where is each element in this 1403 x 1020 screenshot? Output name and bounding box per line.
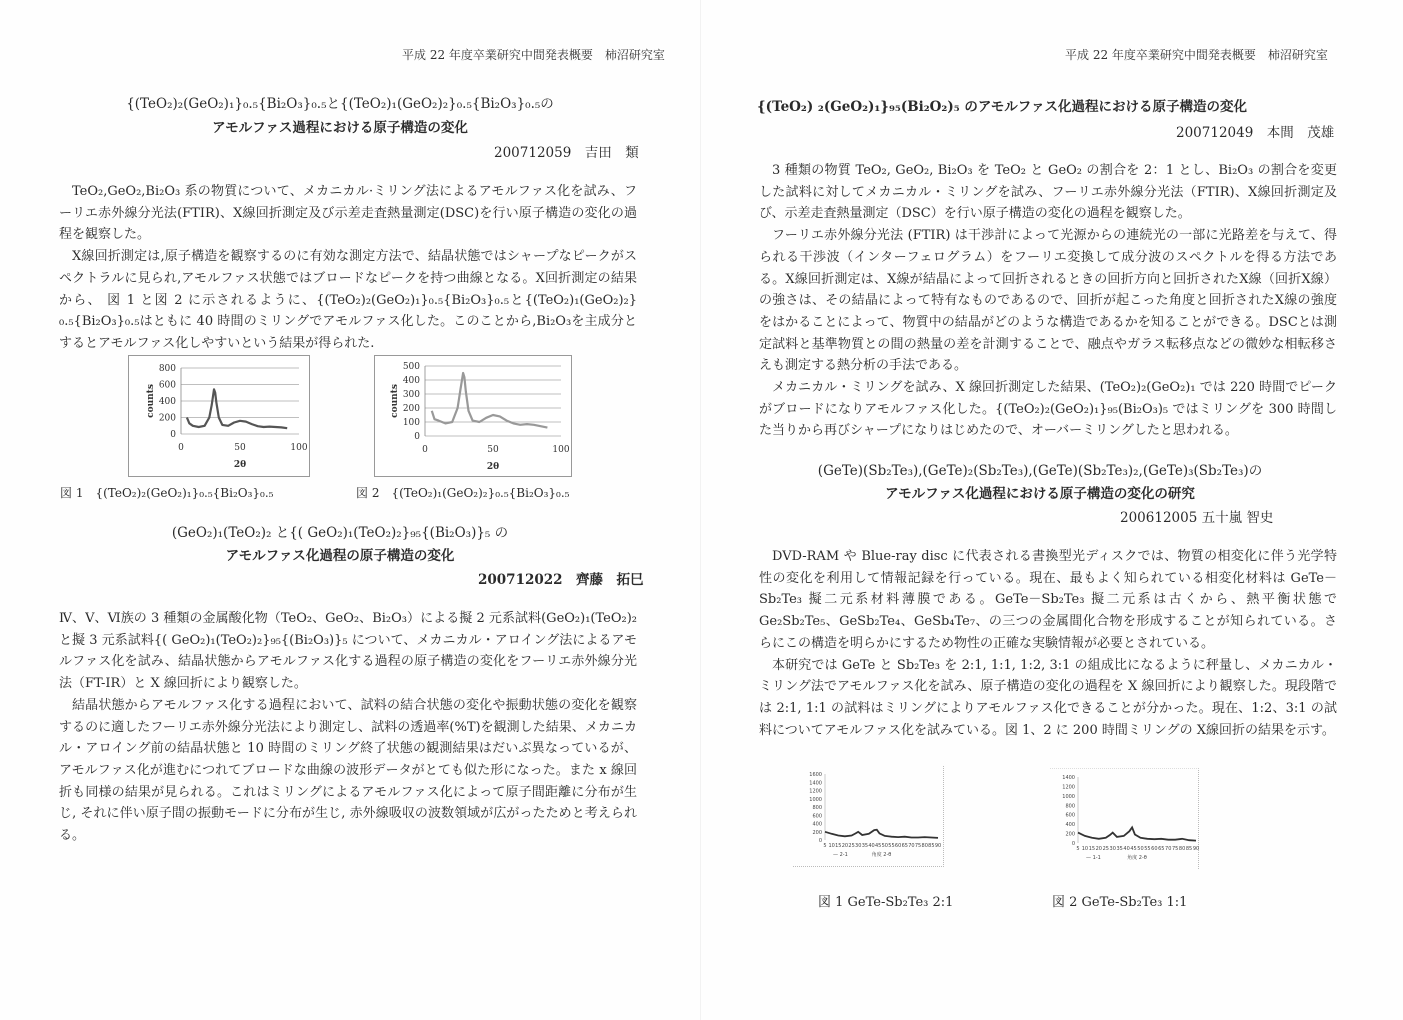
y-tick-label: 200 bbox=[402, 404, 420, 414]
data-series-line bbox=[432, 373, 548, 428]
x-tick-label: 100 bbox=[552, 445, 570, 455]
y-tick-label: 0 bbox=[170, 430, 176, 440]
article3-body bbox=[759, 160, 1337, 442]
x-tick-label: 70 bbox=[908, 843, 915, 849]
article3-paragraph: 3 種類の物質 TeO₂, GeO₂, Bi₂O₃ を TeO₂ と GeO₂ の割合を 2：1 とし、Bi₂O₃ の割合を変更した試料に対してメカニカル・ミリングを試み、フーリエ赤外線分光法（FTIR)、X線回折測定及び、示差走査熱量測定（DSC）を行い原子構造の変化の過程を観察した。 bbox=[759, 163, 1337, 222]
figure2-chart bbox=[374, 355, 572, 477]
article4-paragraph: 本研究では GeTe と Sb₂Te₃ を 2:1, 1:1, 1:2, 3:1 の組成比になるように秤量し、メカニカル・ミリング法でアモルファス化を試み、原子構造の変化の過程を X 線回折により観察した。現段階では 2:1, 1:1 の試料はミリングによりアモルファス化できることが分かった。現在、1:2、3:1 の試料についてアモルファス化を試みている。図 1、2 に 200 時間ミリングの X線回折の結果を示す。 bbox=[759, 657, 1337, 738]
x-tick-label: 0 bbox=[422, 445, 428, 455]
article3-paragraph: フーリエ赤外線分光法 (FTIR) は干渉計によって光源からの連続光の一部に光路差を与えて、得られる干渉波（インターフェログラム）をフーリエ変換して成分波のスペクトルを得る方法である。X線回折測定は、X線が結晶によって回折されるときの回折方向と回折されたX線（回折X線）の強さは、その結晶によって特有なものであるので、回折が起こった角度と回折されたX線の強度をはかることによって、物質中の結晶がどのような構造であるかを知ることができる。DSCとは測定試料と基準物質との間の熱量の差を計測することで、融点やガラス転移点などの微妙な相転移さえも測定する熱分析の手法である。 bbox=[759, 228, 1337, 374]
y-tick-label: 800 bbox=[1065, 803, 1075, 810]
article2-title-line2: アモルファス化過程の原子構造の変化 bbox=[225, 548, 455, 564]
x-tick-label: 85 bbox=[1185, 846, 1193, 852]
y-tick-label: 0 bbox=[818, 838, 822, 844]
article1-paragraph: X線回折測定は,原子構造を観察するのに有効な測定方法で、結晶状態ではシャープなピークがスペクトラルに見られ,アモルファス状態ではブロードなピークを持つ曲線となる。X回折測定の結果から、 図 1 と図 2 に示されるように、{(TeO₂)₂(GeO₂)₁}₀.₅{Bi₂O₃}₀.₅と{(TeO₂)₁(GeO₂)₂}₀.₅{Bi₂O₃}₀.₅はともに 40 時間のミリングでアモルファス化した。このことから,Bi₂O₃を主成分とするとアモルファス化しやすいという結果が得られた. bbox=[59, 249, 637, 351]
x-tick-label: 45 bbox=[874, 843, 882, 849]
article2-title-line1: (GeO₂)₁(TeO₂)₂ と{( GeO₂)₁(TeO₂)₂}₉₅{(Bi₂O₃)}₅ の bbox=[171, 525, 509, 541]
x-tick-label: 75 bbox=[1171, 846, 1179, 852]
y-tick-label: 400 bbox=[402, 376, 420, 386]
x-tick-label: 5 bbox=[1076, 846, 1080, 852]
y-tick-label: 200 bbox=[1065, 831, 1075, 838]
y-tick-label: 1400 bbox=[1062, 775, 1075, 781]
figure1-chart bbox=[128, 355, 310, 477]
x-tick-label: 50 bbox=[234, 443, 246, 453]
y-tick-label: 200 bbox=[158, 413, 176, 424]
right-page-header: 平成 22 年度卒業研究中間発表概要 柿沼研究室 bbox=[1065, 48, 1328, 62]
x-tick-label: 90 bbox=[1192, 846, 1200, 852]
y-tick-label: 600 bbox=[812, 813, 822, 820]
article1-title-line2: アモルファス過程における原子構造の変化 bbox=[212, 120, 468, 136]
x-tick-label: 65 bbox=[901, 843, 908, 849]
figure3-chart bbox=[793, 766, 944, 867]
x-tick-label: 20 bbox=[1095, 846, 1103, 852]
article3-author: 200712049 本間 茂雄 bbox=[1176, 125, 1335, 141]
article2-body bbox=[59, 608, 637, 847]
y-tick-label: 800 bbox=[812, 805, 822, 811]
x-tick-label: 55 bbox=[888, 843, 895, 849]
figure3-caption: 図 1 GeTe-Sb₂Te₃ 2:1 bbox=[818, 895, 954, 910]
x-tick-label: 80 bbox=[921, 843, 928, 849]
left-page-header: 平成 22 年度卒業研究中間発表概要 柿沼研究室 bbox=[402, 48, 665, 62]
x-tick-label: 0 bbox=[178, 443, 184, 453]
x-tick-label: 60 bbox=[1151, 846, 1158, 852]
x-tick-label: 25 bbox=[1102, 846, 1109, 852]
x-tick-label: 100 bbox=[290, 443, 308, 453]
legend-entry: — 2-1 bbox=[833, 852, 848, 858]
y-tick-label: 600 bbox=[158, 380, 176, 391]
x-tick-label: 70 bbox=[1165, 846, 1172, 852]
y-tick-label: 500 bbox=[402, 362, 420, 372]
x-tick-label: 55 bbox=[1144, 846, 1151, 852]
x-tick-label: 25 bbox=[848, 843, 855, 849]
y-tick-label: 400 bbox=[812, 821, 822, 828]
y-tick-label: 0 bbox=[1071, 841, 1075, 847]
x-tick-label: 80 bbox=[1178, 846, 1186, 852]
figure4-chart bbox=[1050, 768, 1199, 869]
article2-paragraph: 結晶状態からアモルファス化する過程において、試料の結合状態の変化や振動状態の変化を観察するのに適したフーリエ赤外線分光法により測定し、試料の透過率(%T)を観測した結果、メカニカル・アロイング前の結晶状態と 10 時間のミリング終了状態の観測結果はだいぶ異なっているが、アモルファス化が進むにつれてブロードな曲線の波形データがとても似た形になった。また x 線回折も同様の結果が見られる。これはミリングによるアモルファス化によって原子間距離に分布が生じ, それに伴い原子間の振動モードに分布が生じ, 赤外線吸収の波数領域が広がったためと考えられる。 bbox=[59, 697, 637, 844]
x-tick-label: 20 bbox=[841, 843, 849, 849]
x-tick-label: 50 bbox=[1137, 846, 1144, 852]
article4-title-line2: アモルファス化過程における原子構造の変化の研究 bbox=[885, 486, 1195, 502]
x-tick-label: 40 bbox=[868, 843, 875, 849]
figure4-plot bbox=[1050, 769, 1198, 869]
article4-title-line1: (GeTe)(Sb₂Te₃),(GeTe)₂(Sb₂Te₃),(GeTe)(Sb₂Te₃)₂,(GeTe)₃(Sb₂Te₃)の bbox=[817, 463, 1263, 479]
x-tick-label: 65 bbox=[1158, 846, 1165, 852]
y-tick-label: 1000 bbox=[809, 796, 822, 803]
article3-paragraph: メカニカル・ミリングを試み、X 線回折測定した結果、(TeO₂)₂(GeO₂)₁ では 220 時間でピークがブロードになりアモルファス化した。{(TeO₂)₂(GeO₂)₁}₉₅(Bi₂O₃)₅ ではミリングを 300 時間した当りから再びシャープになりはじめたので、オーバーミリングしたと思われる。 bbox=[759, 380, 1337, 439]
figure4-caption: 図 2 GeTe-Sb₂Te₃ 1:1 bbox=[1052, 895, 1188, 910]
x-tick-label: 90 bbox=[934, 843, 942, 849]
article4-body bbox=[759, 546, 1337, 741]
article4-paragraph: DVD-RAM や Blue-ray disc に代表される書換型光ディスクでは、物質の相変化に伴う光学特性の変化を利用して情報記録を行っている。現在、最もよく知られている相変化材料は GeTe－Sb₂Te₃ 擬二元系材料薄膜である。GeTe－Sb₂Te₃ 擬二元系は古くから、熱平衡状態で Ge₂Sb₂Te₅、GeSb₂Te₄、GeSb₄Te₇、の三つの金属間化合物を形成することが知られている。さらにこの構造を明らかにするため物性の正確な実験情報が必要とされている。 bbox=[759, 549, 1337, 651]
y-tick-label: 0 bbox=[414, 432, 420, 442]
x-tick-label: 50 bbox=[881, 843, 889, 849]
legend-entry: — 1-1 bbox=[1086, 855, 1101, 861]
figure1-caption: 図 1 {(TeO₂)₂(GeO₂)₁}₀.₅{Bi₂O₃}₀.₅ bbox=[60, 486, 274, 500]
x-axis-label: 2θ bbox=[486, 462, 500, 472]
figure2-plot bbox=[375, 356, 571, 476]
article1-title-line1: {(TeO₂)₂(GeO₂)₁}₀.₅{Bi₂O₃}₀.₅と{(TeO₂)₁(GeO₂)₂}₀.₅{Bi₂O₃}₀.₅の bbox=[126, 96, 554, 112]
article2-author: 200712022 齊藤 拓巳 bbox=[478, 572, 644, 588]
y-tick-label: 1400 bbox=[809, 780, 822, 787]
x-tick-label: 15 bbox=[1088, 846, 1096, 852]
x-tick-label: 40 bbox=[1123, 846, 1130, 852]
x-tick-label: 5 bbox=[823, 843, 827, 849]
y-tick-label: 400 bbox=[1065, 822, 1075, 829]
x-tick-label: 60 bbox=[894, 843, 902, 849]
y-axis-label: counts bbox=[390, 384, 400, 418]
x-tick-label: 30 bbox=[1109, 846, 1116, 852]
y-tick-label: 1200 bbox=[1062, 784, 1075, 791]
y-tick-label: 1600 bbox=[809, 772, 822, 778]
article1-body bbox=[59, 181, 637, 355]
x-tick-label: 10 bbox=[1081, 846, 1089, 852]
article2-paragraph: Ⅳ、Ⅴ、Ⅵ族の 3 種類の金属酸化物（TeO₂、GeO₂、Bi₂O₃）による擬 2 元系試料(GeO₂)₁(TeO₂)₂ と擬 3 元系試料{( GeO₂)₁(TeO₂)₂}₉₅{(Bi₂O₃)}₅ について、メカニカル・アロイング法によるアモルファス化を試み、結晶状態からアモルファス化する過程の原子構造の変化をフーリエ赤外線分光法（FT-IR）と X 線回折により観察した。 bbox=[59, 611, 637, 692]
x-axis-label: 角度 2-θ bbox=[871, 852, 892, 858]
x-tick-label: 85 bbox=[928, 843, 935, 849]
x-tick-label: 35 bbox=[1116, 846, 1123, 852]
x-tick-label: 75 bbox=[914, 843, 922, 849]
figure2-caption: 図 2 {(TeO₂)₁(GeO₂)₂}₀.₅{Bi₂O₃}₀.₅ bbox=[356, 486, 570, 500]
data-series-line bbox=[187, 389, 287, 428]
article1-paragraph: TeO₂,GeO₂,Bi₂O₃ 系の物質について、メカニカル·ミリング法によるアモルファス化を試み、フーリエ赤外線分光法(FTIR)、X線回折測定及び示差走査熱量測定(DSC)を行い原子構造の変化の過程を観察した。 bbox=[59, 184, 637, 243]
x-tick-label: 30 bbox=[855, 843, 862, 849]
data-series-line bbox=[1078, 827, 1196, 840]
y-axis-label: counts bbox=[146, 384, 156, 418]
x-tick-label: 15 bbox=[835, 843, 842, 849]
y-tick-label: 600 bbox=[1065, 812, 1075, 819]
data-series-line bbox=[825, 830, 938, 838]
y-tick-label: 300 bbox=[402, 390, 420, 400]
y-tick-label: 100 bbox=[402, 418, 420, 428]
x-tick-label: 35 bbox=[861, 843, 869, 849]
x-axis-label: 角度 2-θ bbox=[1127, 855, 1147, 861]
figure1-plot bbox=[129, 356, 309, 476]
y-tick-label: 200 bbox=[812, 829, 822, 836]
x-axis-label: 2θ bbox=[233, 460, 247, 470]
page-gutter bbox=[700, 0, 701, 1020]
y-tick-label: 1000 bbox=[1062, 793, 1075, 800]
y-tick-label: 800 bbox=[158, 364, 176, 374]
y-tick-label: 1200 bbox=[809, 788, 822, 795]
x-tick-label: 10 bbox=[828, 843, 835, 849]
article4-author: 200612005 五十嵐 智史 bbox=[1120, 510, 1274, 526]
article1-author: 200712059 吉田 類 bbox=[494, 145, 639, 161]
y-tick-label: 400 bbox=[158, 397, 176, 407]
article3-title: {(TeO₂) ₂(GeO₂)₁}₉₅(Bi₂O₂)₅ のアモルファス化過程における原子構造の変化 bbox=[757, 99, 1248, 115]
x-tick-label: 50 bbox=[487, 445, 499, 455]
x-tick-label: 45 bbox=[1130, 846, 1137, 852]
figure3-plot bbox=[793, 766, 943, 866]
